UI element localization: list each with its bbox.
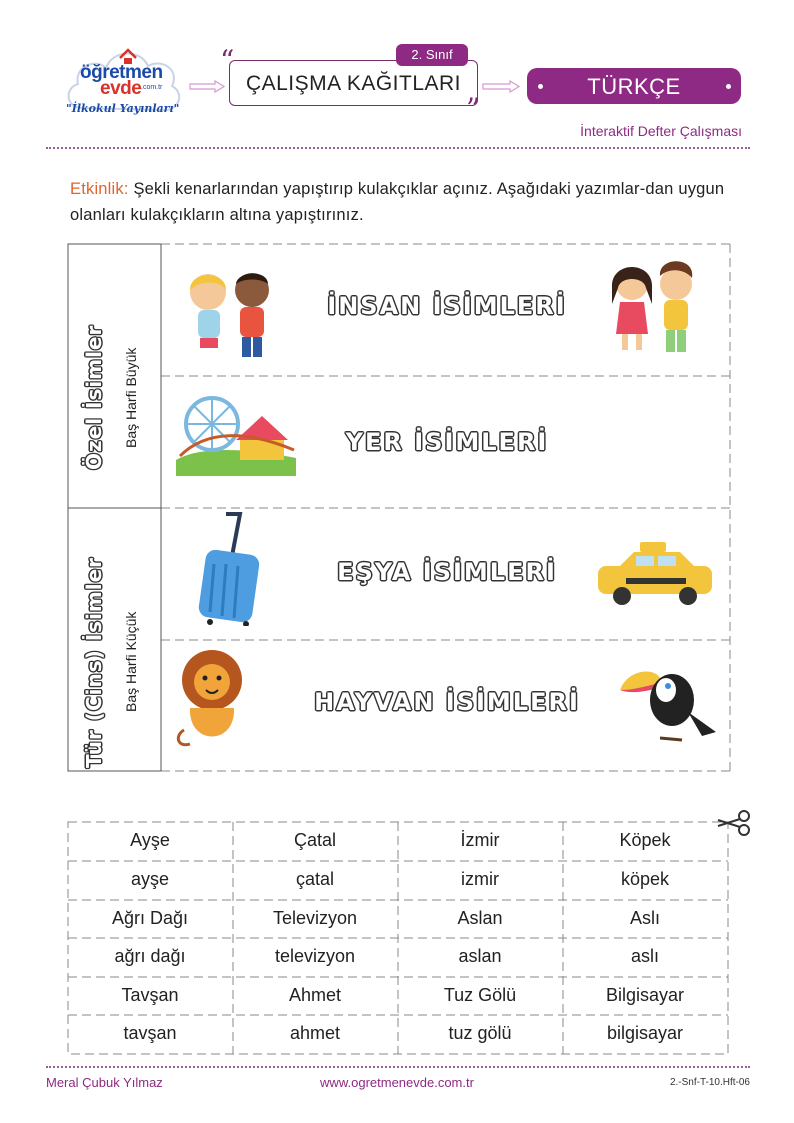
footer-website[interactable]: www.ogretmenevde.com.tr <box>320 1075 474 1090</box>
instruction-text: Şekli kenarlarından yapıştırıp kulakçıklar açınız. Aşağıdaki yazımlar-dan uygun olanları kulakçıkların altına yapıştırınız. <box>70 180 725 224</box>
arrow-right-icon <box>482 80 520 93</box>
subject-label: TÜRKÇE <box>587 74 681 99</box>
category-label: HAYVAN İSİMLERİ <box>314 688 580 716</box>
logo-tagline: "İlkokul Yayınları" <box>66 102 180 115</box>
word-cell[interactable]: izmir <box>461 869 499 889</box>
side-label-title: Tür (Cins) İsimler <box>82 556 106 768</box>
word-cell[interactable]: ahmet <box>289 1023 341 1043</box>
side-label-common-sub <box>123 612 139 712</box>
footer-author: Meral Çubuk Yılmaz <box>46 1075 163 1090</box>
instruction-label: Etkinlik: <box>70 180 129 198</box>
word-cell[interactable]: Ahmet <box>288 985 342 1005</box>
arrow-right-icon <box>189 80 225 93</box>
side-label-subtitle: Baş Harfi Büyük <box>123 347 139 448</box>
word-cell[interactable]: Ağrı Dağı <box>111 908 189 928</box>
word-cell[interactable]: Tavşan <box>121 985 179 1005</box>
side-label-special <box>82 325 106 470</box>
word-cell[interactable]: Köpek <box>619 830 671 850</box>
children-illustration-icon <box>604 254 704 360</box>
category-label: EŞYA İSİMLERİ <box>337 558 557 586</box>
word-cell[interactable]: çatal <box>295 869 335 889</box>
word-cell[interactable]: ağrı dağı <box>114 946 186 966</box>
logo-word: öğretmen <box>80 62 163 83</box>
category-label: YER İSİMLERİ <box>345 428 549 456</box>
toucan-icon <box>618 660 718 748</box>
side-label-special-sub <box>123 348 139 448</box>
word-cell[interactable]: Çatal <box>293 830 337 850</box>
side-label-subtitle: Baş Harfi Küçük <box>123 611 139 712</box>
word-cell[interactable]: Aslan <box>457 908 503 928</box>
header-subtitle: İnteraktif Defter Çalışması <box>580 123 742 139</box>
page-title: ÇALIŞMA KAĞITLARI <box>245 72 462 95</box>
taxi-icon <box>596 540 714 608</box>
logo-word-evde: evde <box>100 78 142 99</box>
category-label: İNSAN İSİMLERİ <box>327 292 567 320</box>
instruction <box>70 176 730 228</box>
word-cell[interactable]: ayşe <box>130 869 170 889</box>
word-cell[interactable]: tavşan <box>123 1023 177 1043</box>
word-cell[interactable]: tuz gölü <box>448 1023 512 1043</box>
header-divider <box>46 147 750 149</box>
lion-icon <box>174 648 250 752</box>
word-cell[interactable]: bilgisayar <box>606 1023 684 1043</box>
word-cell[interactable]: Bilgisayar <box>605 985 685 1005</box>
word-cell[interactable]: aslı <box>630 946 659 966</box>
word-cell[interactable]: televizyon <box>274 946 356 966</box>
logo-domain: .com.tr <box>141 84 163 91</box>
quote-close-icon: ” <box>466 92 481 125</box>
suitcase-icon <box>196 512 262 626</box>
grade-badge: 2. Sınıf <box>396 44 468 66</box>
word-cell[interactable]: köpek <box>620 869 670 889</box>
word-cell[interactable]: Tuz Gölü <box>443 985 517 1005</box>
quote-open-icon: “ <box>220 44 235 77</box>
word-cell[interactable]: aslan <box>458 946 502 966</box>
side-label-title: Özel İsimler <box>82 324 106 470</box>
footer-divider <box>46 1066 750 1068</box>
word-grid-frame <box>60 818 740 1058</box>
word-cell[interactable]: Televizyon <box>272 908 358 928</box>
children-illustration-icon <box>180 262 284 362</box>
word-cell[interactable]: Ayşe <box>130 830 170 850</box>
word-cell[interactable]: İzmir <box>460 830 500 850</box>
side-label-common <box>82 557 106 768</box>
footer-code: 2.-Snf-T-10.Hft-06 <box>669 1077 750 1088</box>
amusement-park-icon <box>176 390 296 476</box>
word-cell[interactable]: Aslı <box>629 908 660 928</box>
